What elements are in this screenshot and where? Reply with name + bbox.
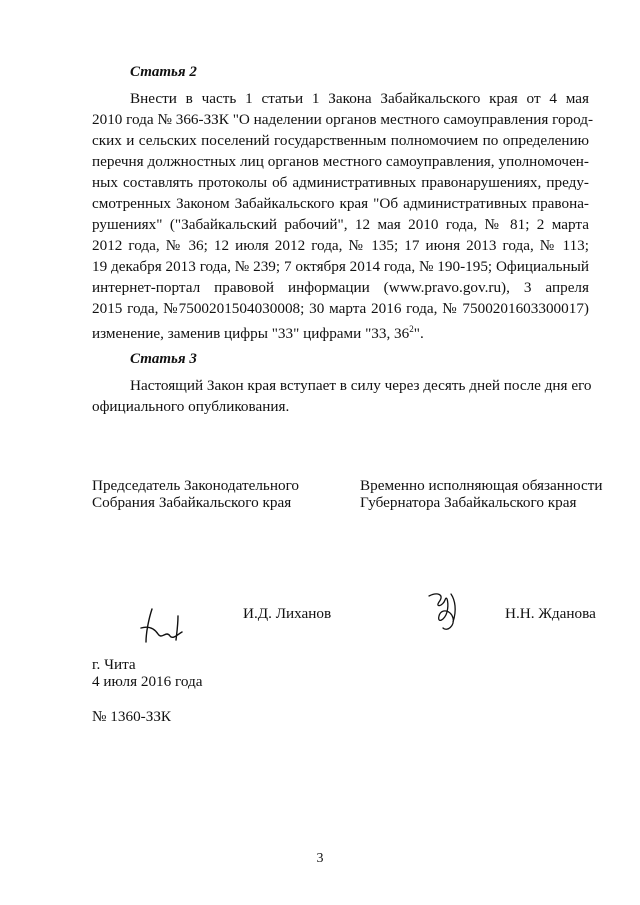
law-number: № 1360-ЗЗК: [92, 708, 172, 725]
left-signatory-name: И.Д. Лиханов: [243, 605, 332, 622]
city: г. Чита: [92, 656, 136, 673]
article-2-final-text: изменение, заменив цифры "33" цифрами "33, 36: [92, 325, 410, 343]
article-2-line-8: 2012 года, № 36; 12 июля 2012 года, № 135; 17 июня 2013 года, № 113;: [92, 237, 589, 254]
article-3-line-2: официального опубликования.: [92, 398, 290, 415]
right-handwritten-signature: [423, 588, 465, 636]
article-2-line-6: смотренных Законом Забайкальского края "Об административных правона-: [92, 195, 589, 212]
left-signatory-title-1: Председатель Законодательного: [92, 477, 300, 494]
article-2-line-11: 2015 года, №7500201504030008; 30 марта 2016 года, № 7500201603300017): [92, 300, 589, 317]
right-signatory-title-1: Временно исполняющая обязанности: [360, 477, 603, 494]
article-2-line-3: ских и сельских поселений государственным полномочием по определению: [92, 132, 589, 149]
article-2-line-9: 19 декабря 2013 года, № 239; 7 октября 2014 года, № 190-195; Официальный: [92, 258, 589, 275]
left-handwritten-signature: [138, 606, 190, 646]
left-signatory-title-2: Собрания Забайкальского края: [92, 494, 292, 511]
article-2-superscript: 2: [409, 324, 414, 334]
article-2-line-12: [92, 320, 589, 343]
article-2-final-suffix: ".: [413, 325, 424, 343]
signing-date: 4 июля 2016 года: [92, 673, 203, 690]
right-signatory-name: Н.Н. Жданова: [505, 605, 596, 622]
article-3-line-1: Настоящий Закон края вступает в силу через десять дней после дня его: [130, 377, 592, 394]
article-2-line-2: 2010 года № 366-ЗЗК "О наделении органов местного самоуправления город-: [92, 111, 594, 128]
article-3-heading: Статья 3: [130, 351, 197, 367]
page-number: 3: [316, 851, 324, 866]
article-2-line-5: ных составлять протоколы об административных правонарушениях, преду-: [92, 174, 589, 191]
article-2-line-10: интернет-портал правовой информации (www.pravo.gov.ru), 3 апреля: [92, 279, 589, 296]
article-2-line-1: Внести в часть 1 статьи 1 Закона Забайкальского края от 4 мая: [130, 90, 589, 107]
article-2-line-7: рушениях" ("Забайкальский рабочий", 12 мая 2010 года, № 81; 2 марта: [92, 216, 589, 233]
right-signatory-title-2: Губернатора Забайкальского края: [360, 494, 577, 511]
article-2-line-4: перечня должностных лиц органов местного самоуправления, уполномочен-: [92, 153, 589, 170]
article-2-heading: Статья 2: [130, 64, 197, 80]
